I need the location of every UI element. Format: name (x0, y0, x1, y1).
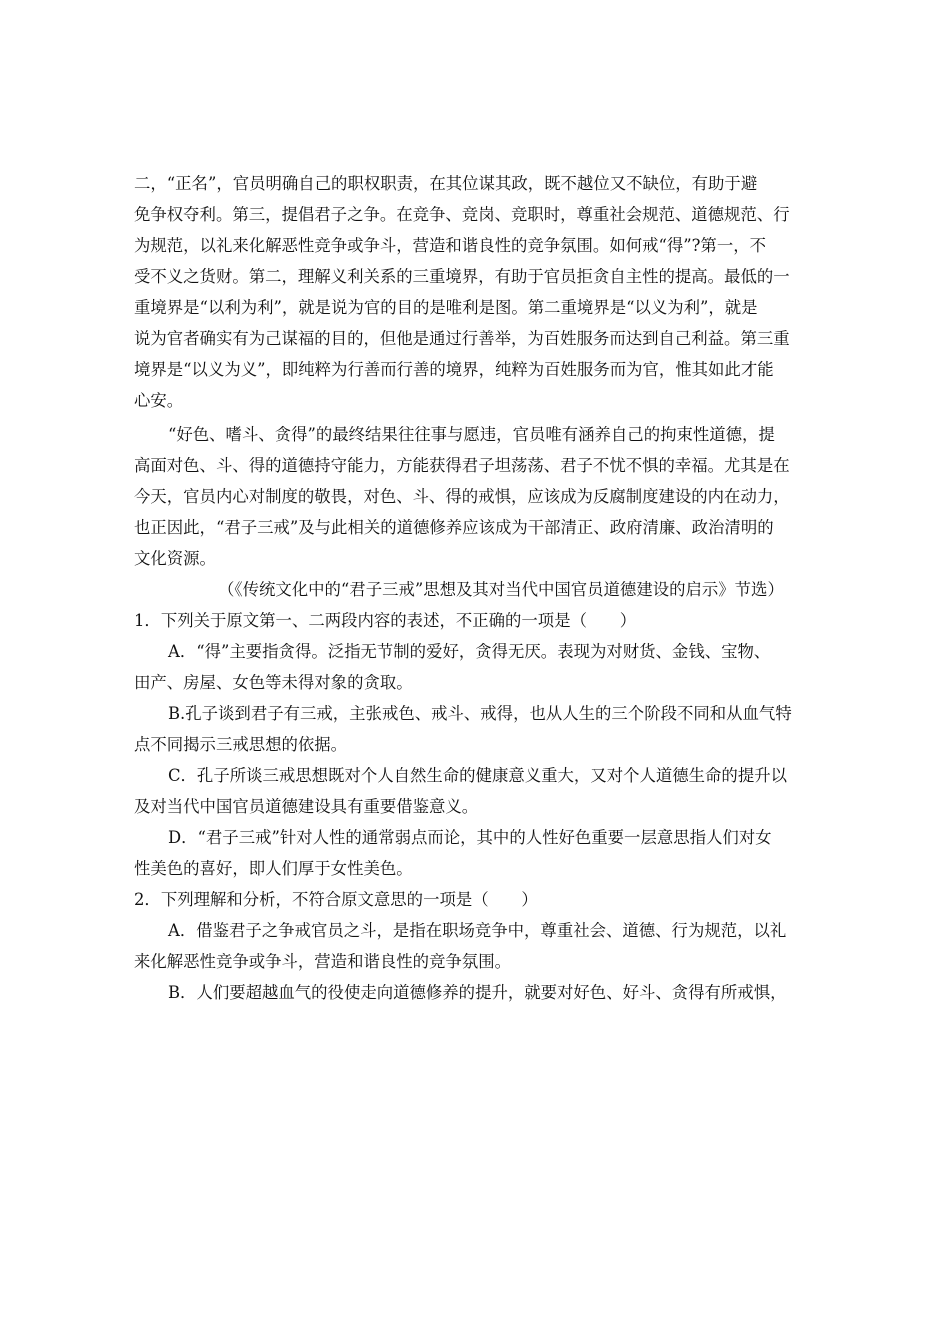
text-line: 二，“正名”，官员明确自己的职权职责，在其位谋其政，既不越位又不缺位，有助于避 (134, 174, 758, 193)
question-2: 2．下列理解和分析，不符合原文意思的一项是（ ） (134, 890, 538, 909)
text-line: 免争权夺利。第三，提倡君子之争。在竞争、竞岗、竞职时，尊重社会规范、道德规范、行 (134, 205, 790, 224)
option-d: D．“君子三戒”针对人性的通常弱点而论，其中的人性好色重要一层意思指人们对女 (168, 828, 772, 847)
text-line: 今天，官员内心对制度的敬畏，对色、斗、得的戒惧，应该成为反腐制度建设的内在动力， (134, 487, 790, 506)
text-line: 高面对色、斗、得的道德持守能力，方能获得君子坦荡荡、君子不忧不惧的幸福。尤其是在 (134, 456, 790, 475)
option-c: C．孔子所谈三戒思想既对个人自然生命的健康意义重大，又对个人道德生命的提升以 (168, 766, 787, 785)
text-line: 也正因此，“君子三戒”及与此相关的道德修养应该成为干部清正、政府清廉、政治清明的 (134, 518, 774, 537)
text-line: 文化资源。 (134, 549, 216, 568)
text-line: 性美色的喜好，即人们厚于女性美色。 (134, 859, 413, 878)
text-line: 说为官者确实有为己谋福的目的，但他是通过行善举，为百姓服务而达到自己利益。第三重 (134, 329, 790, 348)
text-line: 点不同揭示三戒思想的依据。 (134, 735, 348, 754)
text-line: 境界是“以义为义”，即纯粹为行善而行善的境界，纯粹为百姓服务而为官，惟其如此才能 (134, 360, 774, 379)
option-a: A．“得”主要指贪得。泛指无节制的爱好，贪得无厌。表现为对财货、金钱、宝物、 (168, 642, 771, 661)
text-line: “好色、嗜斗、贪得”的最终结果往往事与愿违，官员唯有涵养自己的拘束性道德，提 (168, 425, 775, 444)
text-line: 心安。 (134, 391, 184, 410)
text-line: 田产、房屋、女色等未得对象的贪取。 (134, 673, 413, 692)
question-1: 1．下列关于原文第一、二两段内容的表述，不正确的一项是（ ） (134, 611, 637, 630)
text-line: 重境界是“以利为利”，就是说为官的目的是唯利是图。第二重境界是“以义为利”，就是 (134, 298, 758, 317)
option-b: B．人们要超越血气的役使走向道德修养的提升，就要对好色、好斗、贪得有所戒惧， (168, 983, 787, 1002)
option-b: B.孔子谈到君子有三戒，主张戒色、戒斗、戒得，也从人生的三个阶段不同和从血气特 (168, 704, 792, 723)
text-line: 及对当代中国官员道德建设具有重要借鉴意义。 (134, 797, 479, 816)
source-citation: （《传统文化中的“君子三戒”思想及其对当代中国官员道德建设的启示》节选） (218, 580, 784, 599)
text-line: 为规范，以礼来化解恶性竞争或争斗，营造和谐良性的竞争氛围。如何戒“得”?第一，不 (134, 236, 766, 255)
text-line: 来化解恶性竞争或争斗，营造和谐良性的竞争氛围。 (134, 952, 511, 971)
option-a: A．借鉴君子之争戒官员之斗，是指在职场竞争中，尊重社会、道德、行为规范，以礼 (168, 921, 787, 940)
text-line: 受不义之货财。第二，理解义利关系的三重境界，有助于官员拒贪自主性的提高。最低的一 (134, 267, 790, 286)
document-page (134, 168, 816, 1008)
